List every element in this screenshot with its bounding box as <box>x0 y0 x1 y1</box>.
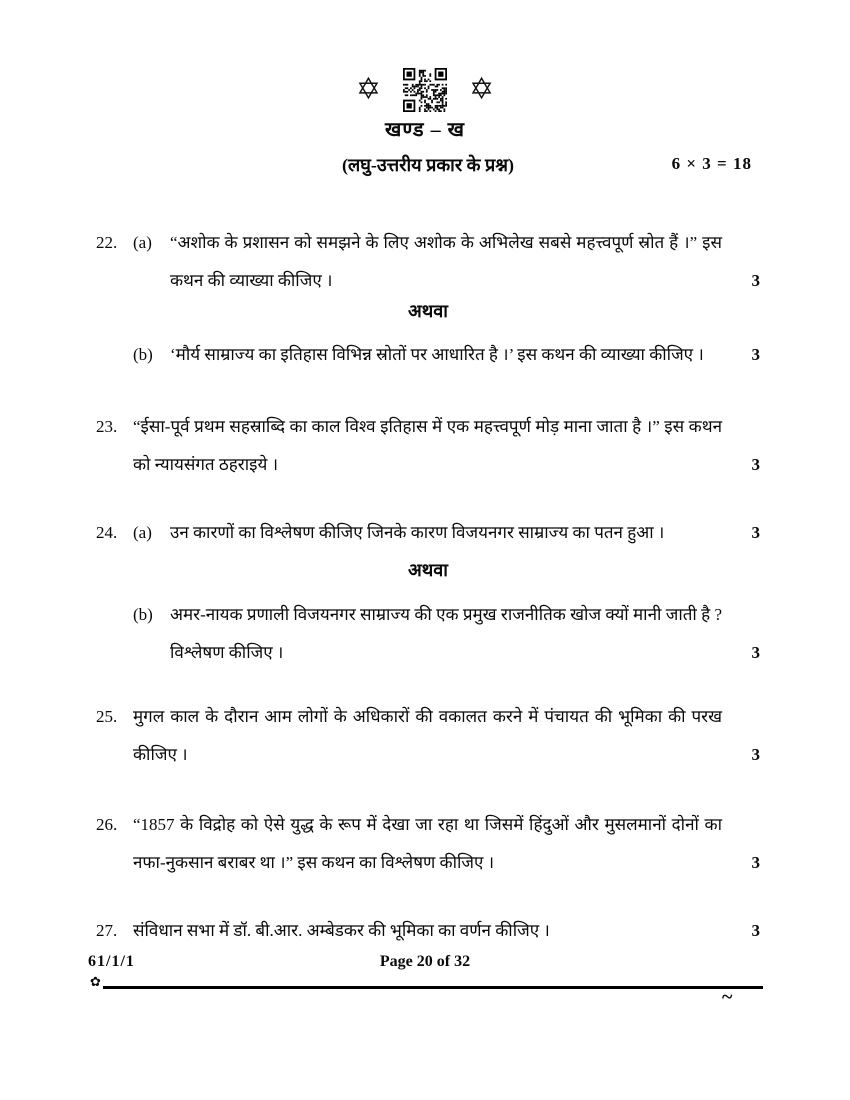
question-number: 27. <box>96 921 118 940</box>
question-marks: 3 <box>751 921 760 940</box>
question-26 <box>96 806 760 882</box>
question-text: “ईसा-पूर्व प्रथम सहस्राब्दि का काल विश्व इतिहास में एक महत्त्वपूर्ण मोड़ माना जाता है ।” इस कथन को न्यायसंगत ठहराइये । <box>133 417 722 474</box>
question-number: 26. <box>96 815 118 834</box>
page-number: Page 20 of 32 <box>379 953 471 970</box>
question-24b <box>96 596 760 672</box>
question-text: उन कारणों का विश्लेषण कीजिए जिनके कारण विजयनगर साम्राज्य का पतन हुआ । <box>170 523 665 542</box>
section-subtitle: (लघु-उत्तरीय प्रकार के प्रश्न) <box>342 155 514 175</box>
questions-area <box>96 0 760 1100</box>
question-marks: 3 <box>751 271 760 290</box>
question-text: मुगल काल के दौरान आम लोगों के अधिकारों की वकालत करने में पंचायत की भूमिका की परख कीजिए । <box>133 707 722 764</box>
question-22b <box>96 336 760 374</box>
question-22a <box>96 224 760 300</box>
question-number: 25. <box>96 707 118 726</box>
question-24a <box>96 514 760 552</box>
question-text: ‘मौर्य साम्राज्य का इतिहास विभिन्न स्रोतों पर आधारित है ।’ इस कथन की व्याख्या कीजिए । <box>170 345 704 364</box>
question-marks: 3 <box>751 455 760 474</box>
question-marks: 3 <box>751 853 760 872</box>
section-title: खण्ड – ख <box>385 119 465 141</box>
question-27 <box>96 912 760 950</box>
question-number: 22. <box>96 233 118 252</box>
question-marks: 3 <box>751 643 760 662</box>
footer-rule <box>103 986 763 989</box>
question-part-label: (a) <box>133 523 152 542</box>
flower-icon: ✿ <box>90 975 101 990</box>
star-of-david-icon: ✡ <box>355 72 381 107</box>
question-marks: 3 <box>751 345 760 364</box>
marks-scheme: 6 × 3 = 18 <box>671 154 752 173</box>
question-text: संविधान सभा में डॉ. बी.आर. अम्बेडकर की भूमिका का वर्णन कीजिए । <box>133 921 550 940</box>
or-label: अथवा <box>408 301 448 321</box>
question-marks: 3 <box>751 523 760 542</box>
question-text: अमर-नायक प्रणाली विजयनगर साम्राज्य की एक प्रमुख राजनीतिक खोज क्यों मानी जाती है ? विश्लेषण कीजिए । <box>170 605 722 662</box>
or-divider <box>96 299 760 323</box>
star-of-david-icon: ✡ <box>469 72 495 107</box>
question-part-label: (b) <box>133 345 153 364</box>
question-text: “1857 के विद्रोह को ऐसे युद्ध के रूप में देखा जा रहा था जिसमें हिंदुओं और मुसलमानों दोनों का नफा-नुकसान बराबर था ।” इस कथन का विश्लेषण कीजिए । <box>133 815 722 872</box>
question-number: 24. <box>96 523 118 542</box>
question-part-label: (a) <box>133 233 152 252</box>
question-marks: 3 <box>751 745 760 764</box>
paper-code: 61/1/1 <box>88 953 135 970</box>
question-25 <box>96 698 760 774</box>
question-23 <box>96 408 760 484</box>
question-part-label: (b) <box>133 605 153 624</box>
tilde-mark: ~ <box>722 986 733 1008</box>
question-number: 23. <box>96 417 118 436</box>
or-label: अथवा <box>408 560 448 580</box>
question-text: “अशोक के प्रशासन को समझने के लिए अशोक के अभिलेख सबसे महत्त्वपूर्ण स्रोत हैं ।” इस कथन की व्याख्या कीजिए । <box>170 233 722 290</box>
or-divider <box>96 558 760 582</box>
